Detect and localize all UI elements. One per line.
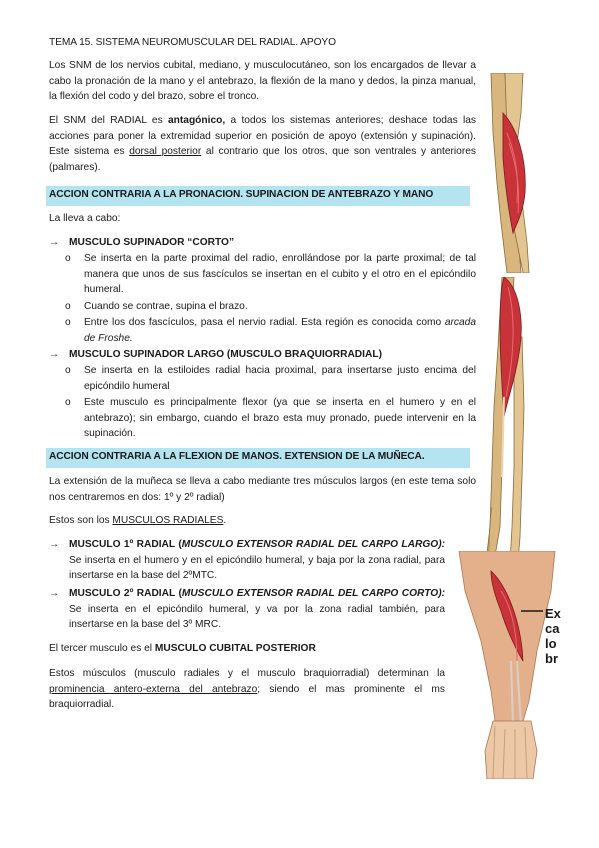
muscle-item-radial-2: → MUSCULO 2º RADIAL (MUSCULO EXTENSOR RADIAL DEL CARPO CORTO): Se inserta en el epicóndilo humeral, y va por la zona radial también, para insertarse en la base del 3º MRC. (49, 588, 445, 630)
bullet-icon: o (65, 365, 71, 376)
figure-label-line: lo (545, 636, 557, 651)
supinator-muscle-figure (487, 73, 531, 273)
intro-paragraph: Los SNM de los nervios cubital, mediano, y musculocutáneo, son los encargados de llevar a cabo la pronación de la mano y el antebrazo, la flexión de la mano y dedos, la pinza manual, la flexión del codo y del brazo, sobre el tronco. (49, 60, 476, 102)
arrow-icon: → (49, 539, 60, 550)
bullet-item: o Se inserta en la estiloides radial hacia proximal, para insertarse justo encima del epicóndilo humeral (65, 365, 476, 392)
muscle-item-radial-1: → MUSCULO 1º RADIAL (MUSCULO EXTENSOR RADIAL DEL CARPO LARGO): Se inserta en el humero y en el epicóndilo humeral, y baja por la zona radial, para insertarse en la base del 2ºMTC. (49, 539, 445, 581)
prominence-paragraph: Estos músculos (musculo radiales y el musculo braquiorradial) determinan la prominencia antero-externa del antebrazo; siendo el mas prominente el ms braquiorradial. (49, 668, 445, 710)
extension-paragraph: La extensión de la muñeca se lleva a cabo mediante tres músculos largos (en este tema solo nos centraremos en dos: 1º y 2º radial) (49, 476, 476, 503)
bullet-icon: o (65, 253, 71, 264)
arrow-icon: → (49, 237, 60, 248)
arrow-icon: → (49, 588, 60, 599)
section-header-extension: ACCION CONTRARIA A LA FLEXION DE MANOS. EXTENSION DE LA MUÑECA. (46, 448, 470, 468)
section-header-supination: ACCION CONTRARIA A LA PRONACION. SUPINACION DE ANTEBRAZO Y MANO (46, 186, 470, 206)
tercer-musculo-line: El tercer musculo es el MUSCULO CUBITAL POSTERIOR (49, 643, 316, 654)
bullet-item: o Este musculo es principalmente flexor (ya que se inserta en el humero y en el antebrazo); sin embargo, cuando el brazo esta muy pronado, puede intervenir en la supinación. (65, 397, 476, 439)
bullet-item: o Cuando se contrae, supina el brazo. (65, 299, 476, 315)
arrow-icon: → (49, 349, 60, 360)
bullet-item: o Entre los dos fascículos, pasa el nervio radial. Esta región es conocida como arcada de Froshe. (65, 317, 476, 344)
document-title: TEMA 15. SISTEMA NEUROMUSCULAR DEL RADIAL. APOYO (49, 37, 336, 48)
bullet-icon: o (65, 301, 71, 312)
bullet-icon: o (65, 397, 71, 408)
radial-extensors-figure (451, 551, 566, 779)
radial-description-paragraph: El SNM del RADIAL es antagónico, a todos los sistemas anteriores; deshace todas las acciones para poner la extremidad superior en posición de apoyo (extensión y supinación). Este sistema es dorsal posterior al contrario que los otros, que son ventrales y anteriores (palmares). (49, 115, 476, 173)
musculos-radiales-line: Estos son los MUSCULOS RADIALES. (49, 515, 227, 526)
figure-label-line: Ex (545, 606, 561, 621)
lleva-label: La lleva a cabo: (49, 213, 121, 224)
figure-label-line: ca (545, 621, 560, 636)
figure-label-line: br (545, 651, 558, 666)
bullet-item: o Se inserta en la parte proximal del radio, enrollándose por la parte proximal; de tal manera que unos de sus fascículos se insertan en el cubito y el otro en el epicóndilo humeral. (65, 253, 476, 295)
bullet-icon: o (65, 317, 71, 328)
brachioradialis-muscle-figure (482, 277, 530, 562)
